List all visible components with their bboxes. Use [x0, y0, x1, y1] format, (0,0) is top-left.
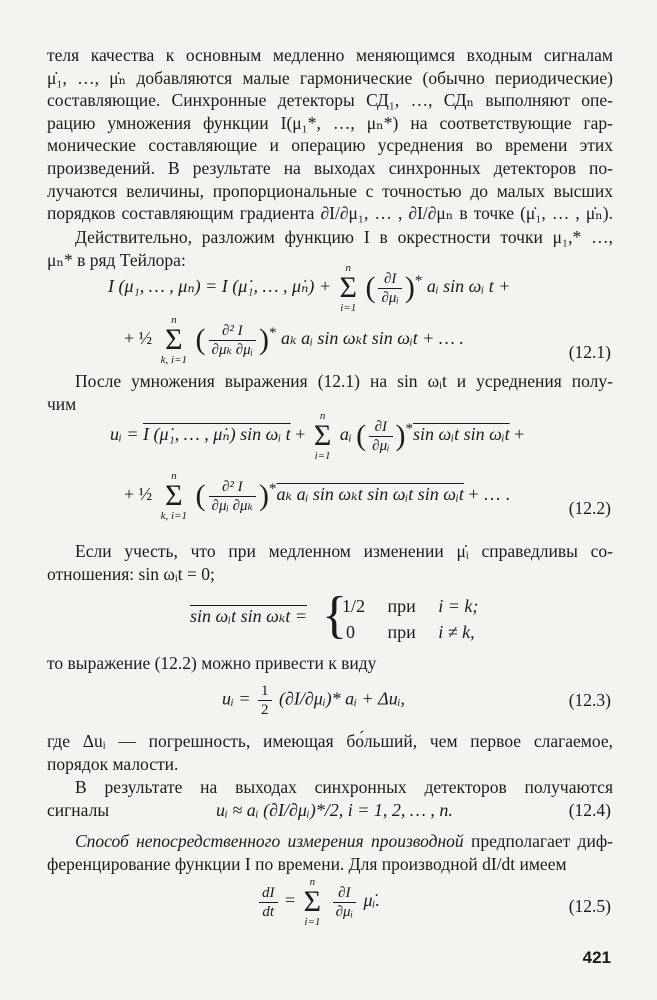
eq-text: I (μ̇₁, … , μ̇ₙ) sin ωᵢ t	[143, 424, 291, 445]
text-line: После умножения выражения (12.1) на sin ωᵢt и усреднения полу-	[75, 371, 613, 391]
equation-number: (12.4)	[568, 800, 611, 820]
sum-symbol: n Σ i=1	[313, 410, 332, 462]
text-line: порядок малости.	[47, 753, 179, 774]
text-line: лучаются величины, пропорциональные с точностью до малых высших	[47, 180, 613, 201]
text-line: где Δuᵢ — погрешность, имеющая бо́льший, чем первое слагаемое,	[47, 731, 613, 751]
paragraph-1	[47, 44, 613, 225]
text-line: Действительно, разложим функцию I в окрестности точки μ₁,* …,	[75, 227, 613, 247]
eq-text: + ½	[124, 484, 153, 505]
brace: {	[322, 587, 347, 644]
eq-text: aᵢ sin ωᵢ t +	[426, 276, 511, 297]
sum-symbol: n Σ k, i=1	[160, 314, 188, 366]
equation-12-1-line-2: + ½ n Σ k, i=1 ( $\frac{\text{∂² I}}{\text{∂μₖ ∂μᵢ}}$ )* aₖ aᵢ sin ωₖt sin ωᵢt + … .	[124, 314, 464, 366]
equation-number: (12.3)	[568, 690, 611, 710]
text-line: то выражение (12.2) можно привести к виду	[47, 653, 377, 673]
eq-text: uᵢ =	[110, 424, 139, 445]
eq-text: aᵢ	[339, 424, 352, 445]
text-line: монические составляющие и операцию усреднения во времени этих	[47, 135, 613, 156]
text-line: ференцирование функции I по времени. Для производной dI/dt имеем	[47, 853, 567, 874]
page-number: 421	[582, 948, 611, 967]
text-line: теля качества к основным медленно меняющимся входным сигналам	[47, 45, 613, 65]
equation-number: (12.2)	[568, 498, 611, 518]
equation-12-2-line-1: uᵢ = I (μ̇₁, … , μ̇ₙ) sin ωᵢ t + n Σ i=1 aᵢ ( $\frac{\partial I}{\text{∂μᵢ}}$ )*sin ωᵢt sin ωᵢt +	[110, 410, 525, 462]
sum-symbol: n Σ i=1	[303, 876, 322, 928]
text-line: порядков составляющим градиента ∂I/∂μ₁, … , ∂I/∂μₙ в точке (μ̇₁, … , μ̇ₙ).	[47, 203, 613, 224]
eq-text: +	[514, 424, 525, 445]
fraction: $\frac{\partial I}{\text{∂μᵢ}}$	[369, 418, 392, 455]
paragraph-6	[47, 730, 613, 775]
equation-12-1-line-1: I (μ₁, … , μₙ) = I (μ̇₁, … , μ̇ₙ) + n Σ i=1 ( $\frac{\partial I}{\text{∂μᵢ}}$ )* aᵢ sin ωᵢ t +	[108, 262, 511, 314]
text-line: составляющие. Синхронные детекторы СД₁, …, СДₙ выполняют опе-	[47, 90, 613, 111]
text-line: отношения: sin ωᵢt = 0;	[47, 563, 215, 584]
eq-text: aₖ aᵢ sin ωₖt sin ωᵢt + … .	[281, 328, 464, 349]
equation-12-5: $\frac{dI}{dt}$ = n Σ i=1 $\frac{\partial I}{\text{∂μᵢ}}$ μ̇ᵢ.	[256, 876, 380, 928]
text-line: произведений. В результате на выходах синхронных детекторов по-	[47, 157, 613, 178]
text-line: μₙ* в ряд Тейлора:	[47, 249, 186, 270]
eq-text: aₖ aᵢ sin ωₖt sin ωᵢt sin ωᵢt	[276, 484, 464, 505]
equation-number: (12.1)	[568, 342, 611, 362]
text-line: Способ непосредственного измерения производной предполагает диф-	[75, 831, 613, 851]
cases-lhs: sin ωᵢt sin ωₖt =	[190, 606, 307, 626]
equation-number: (12.5)	[568, 896, 611, 916]
equation-12-2-line-2: + ½ n Σ k, i=1 ( $\frac{\text{∂² I}}{\text{∂μᵢ ∂μₖ}}$ )*aₖ aᵢ sin ωₖt sin ωᵢt sin ωᵢt + … .	[124, 470, 510, 522]
paragraph-3	[47, 370, 613, 415]
case-1: 1/2 при i = k;	[342, 596, 479, 616]
equation-12-4: uᵢ ≈ aᵢ (∂I/∂μᵢ)*/2, i = 1, 2, … , n.	[216, 800, 453, 820]
text-line: сигналы	[47, 799, 110, 820]
sum-symbol: n Σ k, i=1	[160, 470, 188, 522]
eq-text: + ½	[124, 328, 153, 349]
fraction: $\frac{\text{∂² I}}{\text{∂μₖ ∂μᵢ}}$	[209, 322, 256, 359]
eq-text: + … .	[468, 484, 510, 505]
text-line: чим	[47, 393, 77, 414]
sum-symbol: n Σ i=1	[339, 262, 357, 314]
paragraph-8	[47, 830, 613, 875]
eq-text: sin ωᵢt sin ωᵢt	[413, 424, 510, 445]
equation-12-3: uᵢ = $\frac{1}{2}$ (∂I/∂μᵢ)* aᵢ + Δuᵢ,	[222, 683, 406, 718]
fraction: $\frac{1}{2}$	[258, 682, 272, 719]
fraction: $\frac{\partial I}{\text{∂μᵢ}}$	[378, 270, 401, 307]
fraction: $\frac{dI}{dt}$	[259, 884, 278, 921]
text-line: рацию умножения функции I(μ₁*, …, μₙ*) на соответствующие гар-	[47, 112, 613, 133]
paragraph-5	[47, 652, 613, 675]
case-2: 0 при i ≠ k,	[346, 622, 475, 642]
text-line: Если учесть, что при медленном изменении μ̇ᵢ справедливы со-	[75, 541, 613, 561]
text-line: В результате на выходах синхронных детекторов получаются	[75, 777, 613, 797]
eq-text: I (μ₁, … , μₙ) = I (μ̇₁, … , μ̇ₙ) +	[108, 276, 332, 297]
fraction: $\frac{\text{∂² I}}{\text{∂μᵢ ∂μₖ}}$	[209, 478, 256, 515]
fraction: $\frac{\partial I}{\text{∂μᵢ}}$	[333, 884, 356, 921]
paragraph-4	[47, 540, 613, 585]
text-line: μ̇₁, …, μ̇ₙ добавляются малые гармонические (обычно периодические)	[47, 67, 613, 88]
